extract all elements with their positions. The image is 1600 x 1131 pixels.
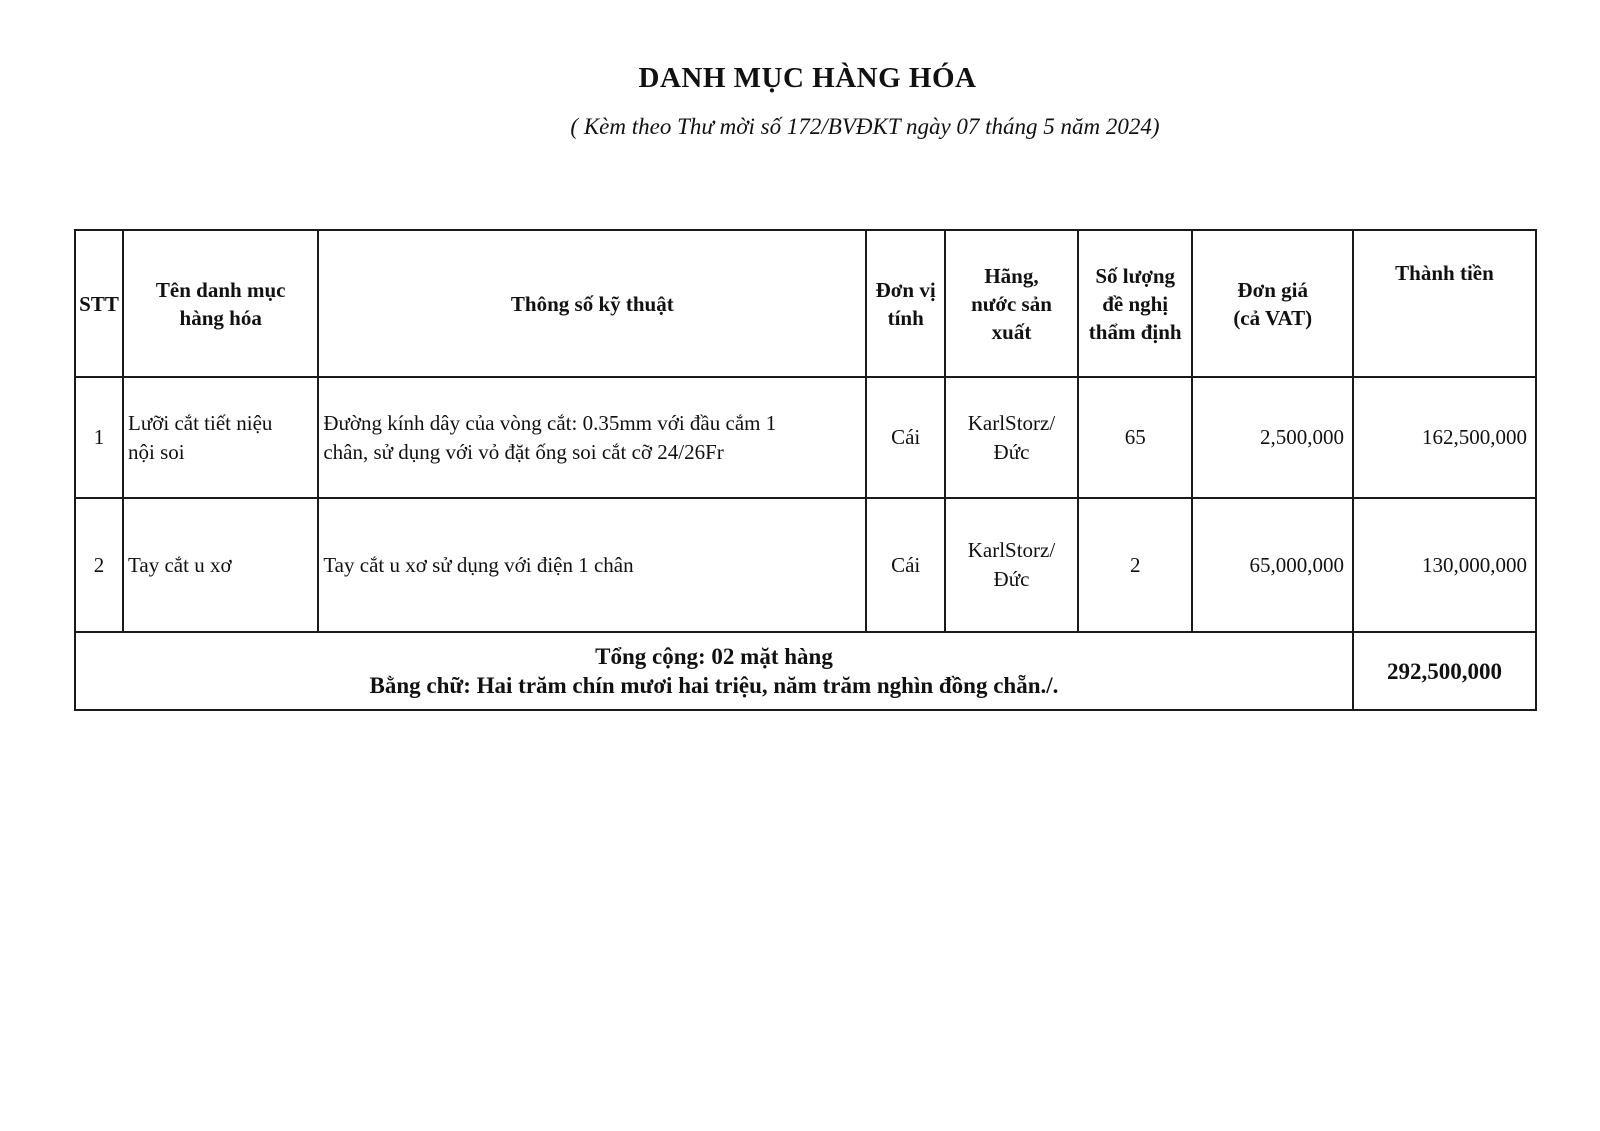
header-quantity: Số lượng đề nghị thẩm định xyxy=(1078,230,1193,377)
row-specification: Tay cắt u xơ sử dụng với điện 1 chân xyxy=(318,498,866,632)
header-stt: STT xyxy=(75,230,123,377)
header-item-name: Tên danh mục hàng hóa xyxy=(123,230,318,377)
document-subtitle: ( Kèm theo Thư mời số 172/BVĐKT ngày 07 tháng 5 năm 2024) xyxy=(570,114,1160,139)
header-unit: Đơn vị tính xyxy=(866,230,945,377)
table-row xyxy=(75,498,1536,632)
row-stt: 1 xyxy=(75,377,123,498)
header-unit-price: Đơn giá (cả VAT) xyxy=(1192,230,1353,377)
row-manufacturer: KarlStorz/ Đức xyxy=(945,498,1078,632)
row-specification: Đường kính dây của vòng cắt: 0.35mm với đầu cắm 1 chân, sử dụng với vỏ đặt ống soi cắt cỡ 24/26Fr xyxy=(318,377,866,498)
total-in-words-text: Bằng chữ: Hai trăm chín mươi hai triệu, năm trăm nghìn đồng chẵn./. xyxy=(369,673,1059,698)
total-row xyxy=(75,632,1536,710)
row-unit: Cái xyxy=(866,377,945,498)
row-quantity: 2 xyxy=(1078,498,1193,632)
row-unit-price: 65,000,000 xyxy=(1192,498,1353,632)
header-manufacturer: Hãng, nước sản xuất xyxy=(945,230,1078,377)
table-row xyxy=(75,377,1536,498)
row-item-name: Tay cắt u xơ xyxy=(123,498,318,632)
total-amount: 292,500,000 xyxy=(1353,632,1536,710)
header-amount: Thành tiền xyxy=(1353,230,1536,377)
row-amount: 130,000,000 xyxy=(1353,498,1536,632)
goods-table xyxy=(74,229,1537,711)
row-item-name: Lưỡi cắt tiết niệu nội soi xyxy=(123,377,318,498)
row-unit-price: 2,500,000 xyxy=(1192,377,1353,498)
table-header-row xyxy=(75,230,1536,377)
row-quantity: 65 xyxy=(1078,377,1193,498)
header-specification: Thông số kỹ thuật xyxy=(318,230,866,377)
document-title: DANH MỤC HÀNG HÓA xyxy=(638,62,977,94)
row-unit: Cái xyxy=(866,498,945,632)
total-count-text: Tổng cộng: 02 mặt hàng xyxy=(595,644,833,669)
row-amount: 162,500,000 xyxy=(1353,377,1536,498)
row-stt: 2 xyxy=(75,498,123,632)
total-label xyxy=(75,632,1353,710)
row-manufacturer: KarlStorz/ Đức xyxy=(945,377,1078,498)
